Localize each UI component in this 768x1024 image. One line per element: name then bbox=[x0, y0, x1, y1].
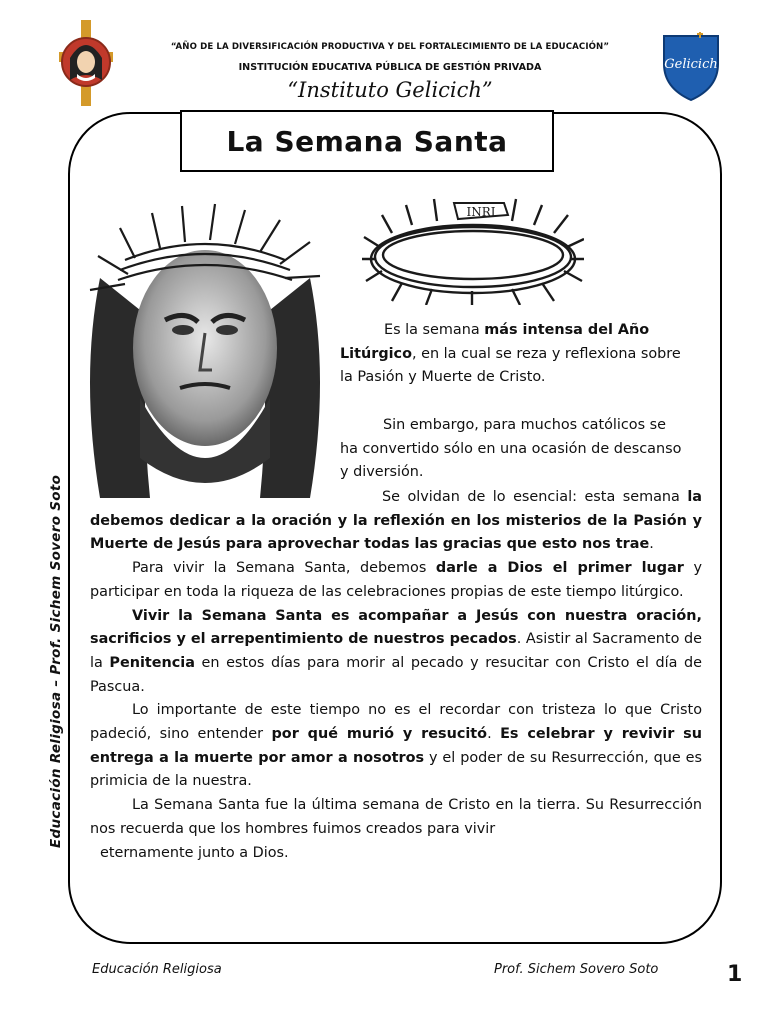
paragraph-first-place: Para vivir la Semana Santa, debemos darle a Dios el primer lugar y participar en toda la riqueza de las celebraciones propias de este tiempo litúrgico. bbox=[90, 560, 703, 600]
side-vertical-text: Educación Religiosa – Prof. Sichem Sovero Soto bbox=[48, 474, 64, 848]
paragraph-last-week: La Semana Santa fue la última semana de Cristo en la tierra. Su Resurrección nos recuerda que los hombres fuimos creados para vivir bbox=[90, 797, 702, 837]
paragraph-live-holy-week: Vivir la Semana Santa es acompañar a Jesús con nuestra oración, sacrificios y el arrepentimiento de nuestros pecados. Asistir al Sacramento de la Penitencia en estos días para morir al pecado y resucitar con Cristo el día de Pascua. bbox=[90, 607, 702, 695]
school-saint-logo-icon bbox=[55, 18, 117, 110]
gelicich-shield-icon bbox=[660, 30, 722, 102]
body-text bbox=[90, 486, 702, 865]
footer-subject: Educación Religiosa bbox=[92, 962, 222, 977]
svg-text:INRI: INRI bbox=[466, 205, 496, 219]
header-motto: “AÑO DE LA DIVERSIFICACIÓN PRODUCTIVA Y DEL FORTALECIMIENTO DE LA EDUCACIÓN” bbox=[170, 42, 610, 52]
header-institution-type: INSTITUCIÓN EDUCATIVA PÚBLICA DE GESTIÓN PRIVADA bbox=[238, 62, 542, 73]
svg-text:Gelicich: Gelicich bbox=[664, 57, 718, 72]
page-title: La Semana Santa bbox=[226, 124, 508, 158]
crown-of-thorns-icon bbox=[362, 185, 584, 305]
paragraph-important: Lo importante de este tiempo no es el recordar con tristeza lo que Cristo padeció, sino entender por qué murió y resucitó. Es celebrar y revivir su entrega a la muerte por amor a nosotros y el poder de su Resurrección, que es primicia de la nuestra. bbox=[90, 702, 702, 790]
paragraph-however: Sin embargo, para muchos católicos se ha convertido sólo en una ocasión de descanso y diversión. bbox=[340, 417, 682, 481]
footer-teacher: Prof. Sichem Sovero Soto bbox=[494, 962, 659, 977]
title-box bbox=[180, 110, 554, 172]
paragraph-intro: Es la semana más intensa del Año Litúrgico, en la cual se reza y reflexiona sobre la Pasión y Muerte de Cristo. bbox=[340, 322, 681, 386]
paragraph-eternal: eternamente junto a Dios. bbox=[100, 844, 289, 861]
page-number: 1 bbox=[727, 962, 743, 987]
jesus-portrait-illustration bbox=[80, 198, 330, 500]
header-institution-name: “Instituto Gelicich” bbox=[287, 78, 493, 102]
paragraph-essential: Se olvidan de lo esencial: esta semana la debemos dedicar a la oración y la reflexión en los misterios de la Pasión y Muerte de Jesús para aprovechar todas las gracias que esto nos trae. bbox=[90, 489, 702, 553]
